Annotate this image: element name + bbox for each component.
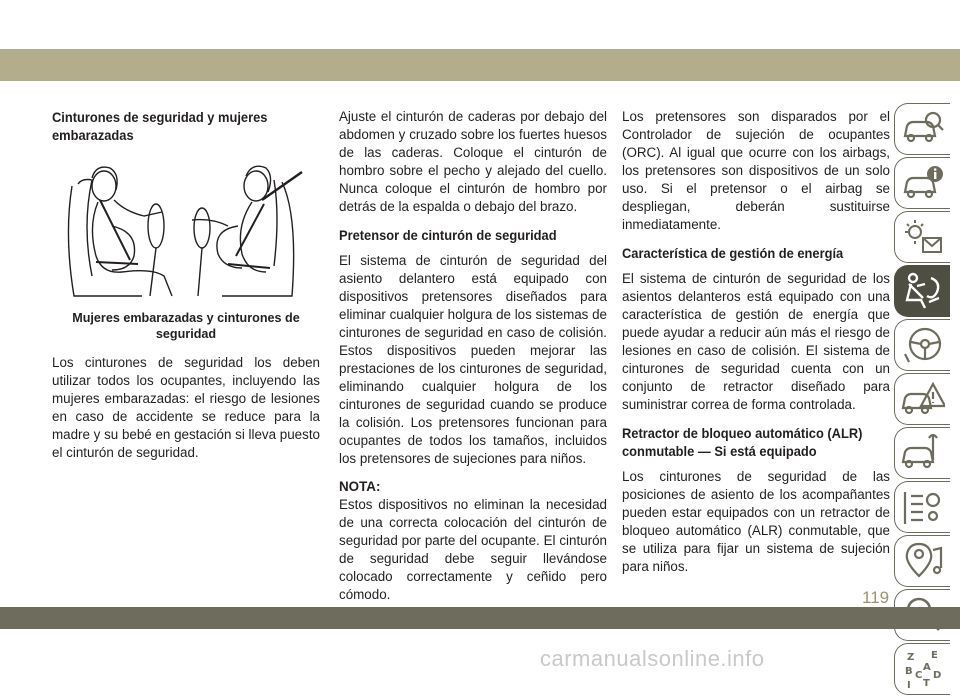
tab-seatbelt-airbag[interactable] [894,265,950,317]
paragraph-alr: Los cinturones de seguridad de las posiciones de asiento de los acompañantes pueden estar equipados con un retractor de bloqueo automático (ALR) conmutable, que se utiliza para fijar un sistema de sujeción para niños. [622,469,890,574]
section-heading-energy: Característica de gestión de energía [622,245,844,261]
dashboard-light-icon [901,216,945,258]
tab-alphabet-index[interactable] [894,643,950,695]
pregnant-seatbelt-illustration [52,156,320,306]
paragraph-orc: Los pretensores son disparados por el Controlador de sujeción de ocupantes (ORC). Al igual que ocurre con los airbags, los pretensores son dispositivos de un solo uso. Si el pretensor o el airbag se despliegan, deberán sustituirse inmediatamente. [622,109,890,232]
steering-wheel-icon [901,324,945,366]
tab-list-gear[interactable] [894,481,950,533]
footer-band [0,607,960,629]
car-wrench-icon [901,432,945,474]
list-gear-icon [901,486,945,528]
page-number: 119 [862,588,890,607]
section-heading-pregnant: Cinturones de seguridad y mujeres embarazadas [52,109,268,143]
paragraph-pretensioner: El sistema de cinturón de seguridad del asiento delantero está equipado con dispositivos pretensores diseñados para eliminar cualquier holgura de los sistemas de cinturones de seguridad en caso de colisión. Estos dispositivos pueden mejorar las prestaciones de los cinturones de seguridad, eliminando cualquier holgura de los cinturones de seguridad cuando se produce la colisión. Los pretensores funcionan para ocupantes de todos los tamaños, incluidos los pretensores de sujeciones para niños. [339,253,607,466]
tab-music-map[interactable] [894,535,950,587]
column-left [52,108,320,472]
note-body: Estos dispositivos no eliminan la necesidad de una correcta colocación del cinturón de seguridad por parte del ocupante. El cinturón de seguridad debe seguir llevándose colocado correctamente y ceñido pero cómodo. [339,497,607,602]
watermark-text: carmanualsonline.info [540,646,765,671]
column-middle [339,108,607,614]
tab-steering-wheel[interactable] [894,319,950,371]
index-letter: T [923,678,930,689]
music-map-icon [901,540,945,582]
tab-car-wrench[interactable] [894,427,950,479]
car-magnifier-icon [901,108,945,150]
index-letter: B [905,666,913,677]
paragraph-energy: El sistema de cinturón de seguridad de los asientos delanteros está equipado con una característica de gestión de energía que puede ayudar a reducir aún más el riesgo de lesiones en caso de colisión. El sistema de cinturones de seguridad cuenta con un conjunto de retractor diseñado para suministrar correa de forma controlada. [622,271,890,412]
tab-car-magnifier[interactable] [894,103,950,155]
column-right [622,108,890,586]
note-title: NOTA: [339,479,381,494]
paragraph-belt-adjust: Ajuste el cinturón de caderas por debajo del abdomen y cruzado sobre los fuertes huesos de las caderas. Coloque el cinturón de hombro sobre el pecho y alejado del cuello. Nunca coloque el cinturón de hombro por detrás de la espalda o debajo del brazo. [339,109,607,214]
car-warning-icon [901,378,945,420]
tab-dashboard-light[interactable] [894,211,950,263]
car-info-icon [901,162,945,204]
paragraph-pregnant: Los cinturones de seguridad los deben utilizar todos los ocupantes, incluyendo las mujeres embarazadas: el riesgo de lesiones en caso de accidente se reduce para la madre y su bebé en gestación si lleva puesto el cinturón de seguridad. [52,355,320,460]
seatbelt-airbag-icon [901,270,945,312]
index-letter: Z [907,652,915,663]
index-letter: A [923,662,931,673]
header-band [0,49,960,81]
index-letter: E [931,650,938,661]
figure-caption: Mujeres embarazadas y cinturones de seguridad [72,311,300,341]
tab-car-info[interactable] [894,157,950,209]
section-heading-alr: Retractor de bloqueo automático (ALR) conmutable — Si está equipado [622,425,863,459]
tab-car-warning[interactable] [894,373,950,425]
alphabet-index-icon [901,648,945,690]
index-letter: C [915,670,923,681]
section-heading-pretensioner: Pretensor de cinturón de seguridad [339,227,557,243]
index-letter: I [907,680,911,690]
index-letter: D [933,670,942,681]
